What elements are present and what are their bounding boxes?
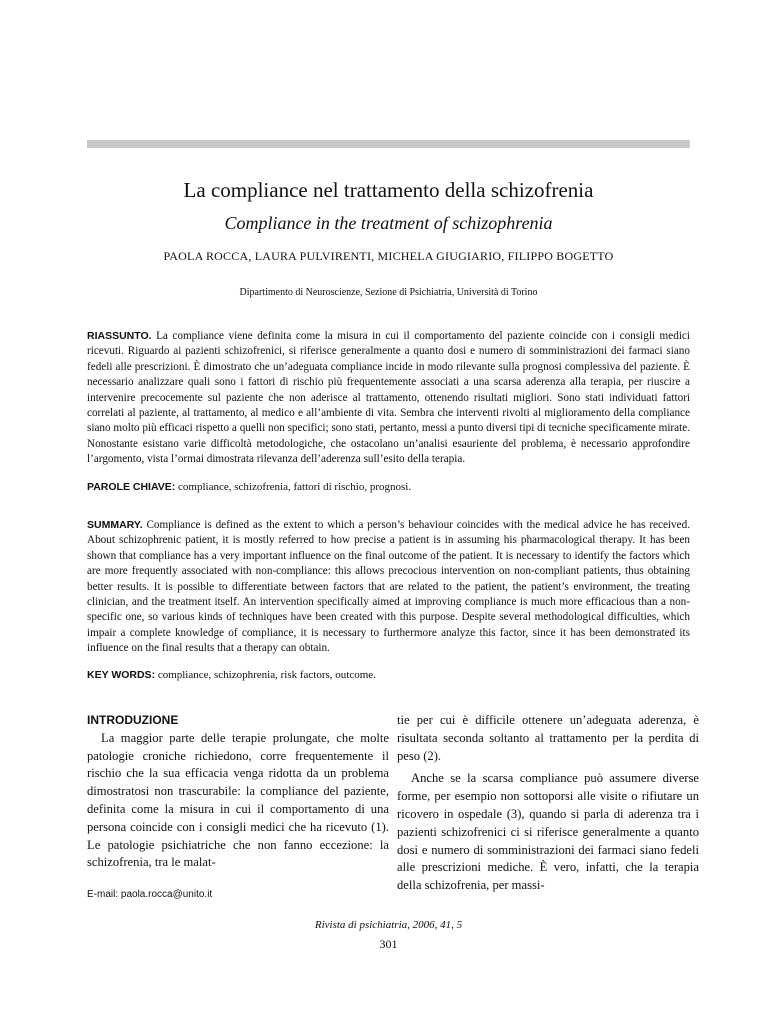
article-title: La compliance nel trattamento della schizofrenia (183, 178, 594, 202)
parole-chiave-text: compliance, schizofrenia, fattori di rischio, prognosi. (178, 481, 412, 493)
parole-chiave-label: PAROLE CHIAVE: (87, 481, 176, 493)
intro-right-column (397, 712, 699, 895)
intro-paragraph-continued: tie per cui è difficile ottenere un’adeguata aderenza, è risultata seconda soltanto al trattamento per la perdita di peso (2). (397, 713, 699, 763)
intro-paragraph-2: Anche se la scarsa compliance può assumere diverse forme, per esempio non sottoporsi alle visite o rifiutare un ricovero in ospedale (3), quando si parla di aderenza tra i pazienti schizofrenici ci si riferisce generalmente a quanto dosi e numero di somministrazioni dei farmaci siano fedeli alle prescrizioni mediche. È vero, infatti, che la terapia della schizofrenia, per massi- (397, 771, 699, 893)
header-rule (87, 140, 690, 148)
riassunto-block (87, 329, 690, 468)
article-subtitle: Compliance in the treatment of schizophrenia (224, 213, 553, 233)
key-words-block (87, 669, 690, 681)
journal-citation: Rivista di psichiatria, 2006, 41, 5 (314, 919, 463, 931)
summary-text: Compliance is defined as the extent to which a person’s behaviour coincides with the medical advice he has received. About schizophrenic patient, it is mostly referred to how precise a patient is in assuming his pharmacological therapy. It has been shown that compliance has a very important influence on the final outcome of the patient. It is necessary to identify the factors which are more frequently associated with non-compliance: this allows precocious intervention on non-compliant patients, thus obtaining better results. It is possible to differentiate between factors that are related to the patient, the patient’s environment, the treating clinician, and the treatment itself. An intervention specifically aimed at improving compliance is much more efficacious than a non-specific one, so various kinds of techniques have been created with this purpose. Despite several methodological difficulties, which impair a complete knowledge of compliance, it is necessary to furthermore analyze this factor, since it has been demonstrated its influence on the final results that a therapy can obtain. (87, 519, 690, 655)
contact-email: E-mail: paola.rocca@unito.it (87, 889, 213, 900)
summary-block (87, 518, 690, 657)
key-words-label: KEY WORDS: (87, 669, 156, 681)
riassunto-label: RIASSUNTO. (87, 330, 152, 342)
intro-paragraph: La maggior parte delle terapie prolungate, che molte patologie croniche richiedono, corre frequentemente il rischio che la sua efficacia venga ridotta da un problema dimostratosi non trascurabile: la compliance del paziente, definita come la misura in cui il comportamento di una persona coincide con i consigli medici che ha ricevuto (1). Le patologie psichiatriche che non fanno eccezione: la schizofrenia, tra le malat- (87, 730, 389, 870)
riassunto-text: La compliance viene definita come la misura in cui il comportamento del paziente coincide con i consigli medici ricevuti. Riguardo ai pazienti schizofrenici, si riferisce generalmente a quanto dosi e numero di somministrazioni dei farmaci siano fedeli alle prescrizioni. È dimostrato che un’adeguata compliance incide in modo rilevante sulla prognosi complessiva del paziente. È necessario analizzare quali sono i fattori di rischio più frequentemente associati a una scarsa aderenza alla terapia, per riuscire a intervenire precocemente sul paziente che non aderisce al trattamento, ottenendo risultati migliori. Sono stati individuati fattori correlati al paziente, al trattamento, al medico e all’ambiente di vita. Sembra che interventi rivolti al miglioramento della compliance siano molto più efficaci rispetto a quelli non specifici; sono stati, pertanto, messi a punto diversi tipi di tecniche specificamente mirate. Nonostante esistano varie difficoltà metodologiche, che ostacolano un’analisi esauriente del problema, è necessario approfondire l’argomento, vista l’ormai dimostrata rilevanza dell’aderenza sull’esito della terapia. (87, 330, 691, 466)
intro-heading: INTRODUZIONE (87, 713, 179, 727)
summary-label: SUMMARY. (87, 519, 143, 531)
parole-chiave-block (87, 481, 690, 493)
intro-left-column (87, 712, 389, 872)
article-affiliation: Dipartimento di Neuroscienze, Sezione di Psichiatria, Università di Torino (239, 287, 538, 298)
key-words-text: compliance, schizophrenia, risk factors, outcome. (157, 669, 376, 681)
article-authors: PAOLA ROCCA, LAURA PULVIRENTI, MICHELA GIUGIARIO, FILIPPO BOGETTO (163, 249, 614, 263)
page-number: 301 (379, 937, 398, 951)
